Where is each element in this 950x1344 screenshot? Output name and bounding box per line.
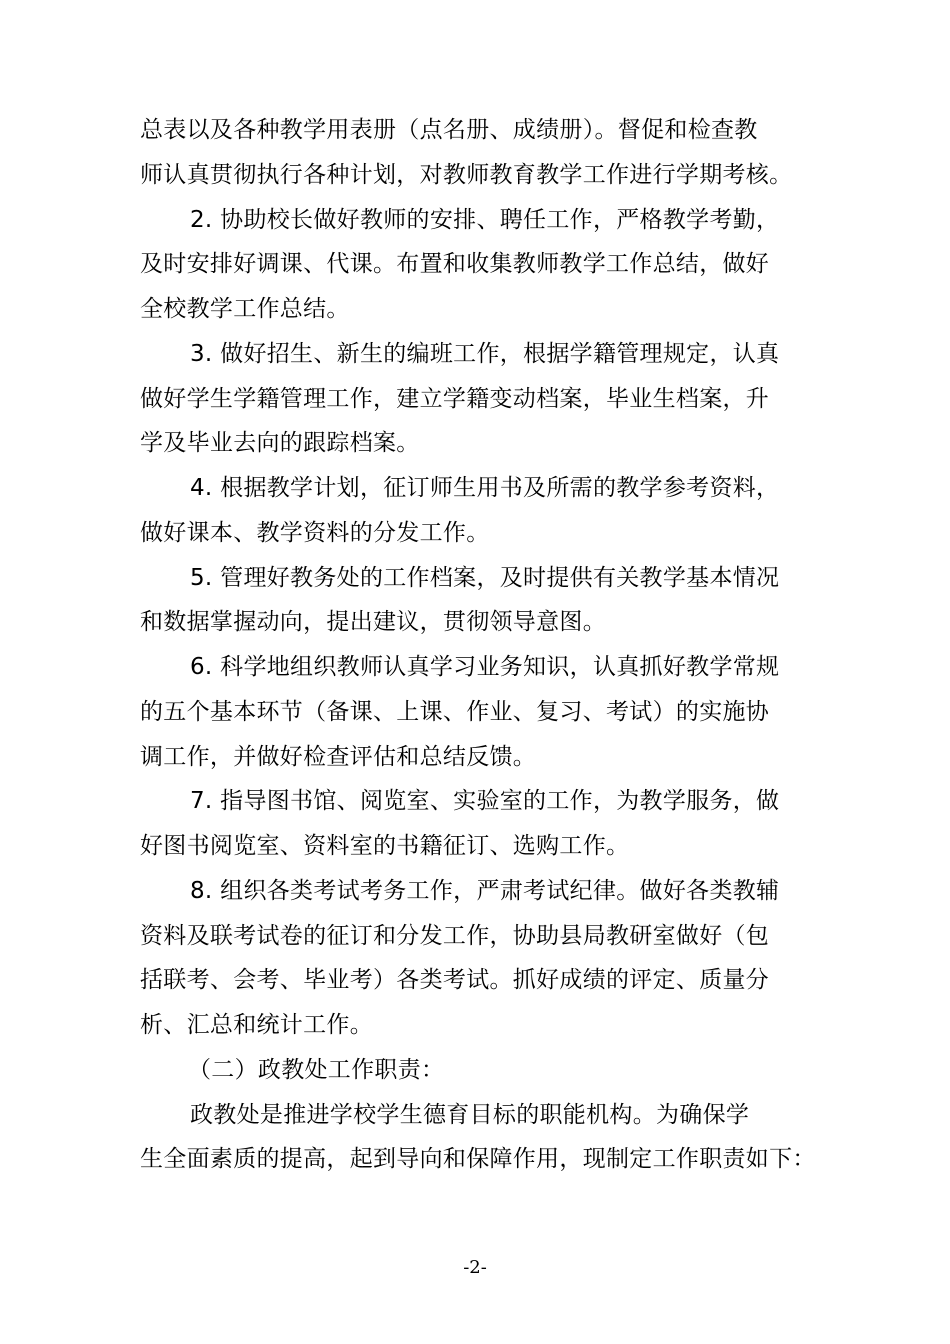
text-line: 调工作，并做好检查评估和总结反馈。 <box>140 744 537 770</box>
page-number: -2- <box>463 1257 487 1278</box>
text-line: 的五个基本环节（备课、上课、作业、复习、考试）的实施协 <box>140 699 770 725</box>
text-line: 8. 组织各类考试考务工作，严肃考试纪律。做好各类教辅 <box>190 878 780 904</box>
section-heading: （二）政教处工作职责： <box>188 1057 445 1083</box>
text-line: 7. 指导图书馆、阅览室、实验室的工作，为教学服务，做 <box>190 788 780 814</box>
text-line: 总表以及各种教学用表册（点名册、成绩册）。督促和检查教 <box>140 117 758 143</box>
text-line: 全校教学工作总结。 <box>140 296 350 322</box>
text-line: 及时安排好调课、代课。布置和收集教师教学工作总结，做好 <box>140 251 770 277</box>
text-line: 资料及联考试卷的征订和分发工作，协助县局教研室做好（包 <box>140 923 770 949</box>
text-line: 学及毕业去向的跟踪档案。 <box>140 430 420 456</box>
text-line: 析、汇总和统计工作。 <box>140 1012 373 1038</box>
text-line: 3. 做好招生、新生的编班工作，根据学籍管理规定，认真 <box>190 341 780 367</box>
text-line: 括联考、会考、毕业考）各类考试。抓好成绩的评定、质量分 <box>140 967 770 993</box>
text-line: 做好学生学籍管理工作，建立学籍变动档案，毕业生档案，升 <box>140 386 770 412</box>
text-line: 政教处是推进学校学生德育目标的职能机构。为确保学 <box>190 1102 750 1128</box>
text-line: 6. 科学地组织教师认真学习业务知识，认真抓好教学常规 <box>190 654 780 680</box>
text-line: 5. 管理好教务处的工作档案，及时提供有关教学基本情况 <box>190 565 780 591</box>
text-line: 师认真贯彻执行各种计划，对教师教育教学工作进行学期考核。 <box>140 162 793 188</box>
text-line: 4. 根据教学计划，征订师生用书及所需的教学参考资料， <box>190 475 780 501</box>
text-line: 2. 协助校长做好教师的安排、聘任工作，严格教学考勤， <box>190 207 780 233</box>
text-line: 生全面素质的提高，起到导向和保障作用，现制定工作职责如下： <box>140 1146 816 1172</box>
text-line: 做好课本、教学资料的分发工作。 <box>140 520 490 546</box>
text-line: 好图书阅览室、资料室的书籍征订、选购工作。 <box>140 833 630 859</box>
text-line: 和数据掌握动向，提出建议，贯彻领导意图。 <box>140 609 606 635</box>
